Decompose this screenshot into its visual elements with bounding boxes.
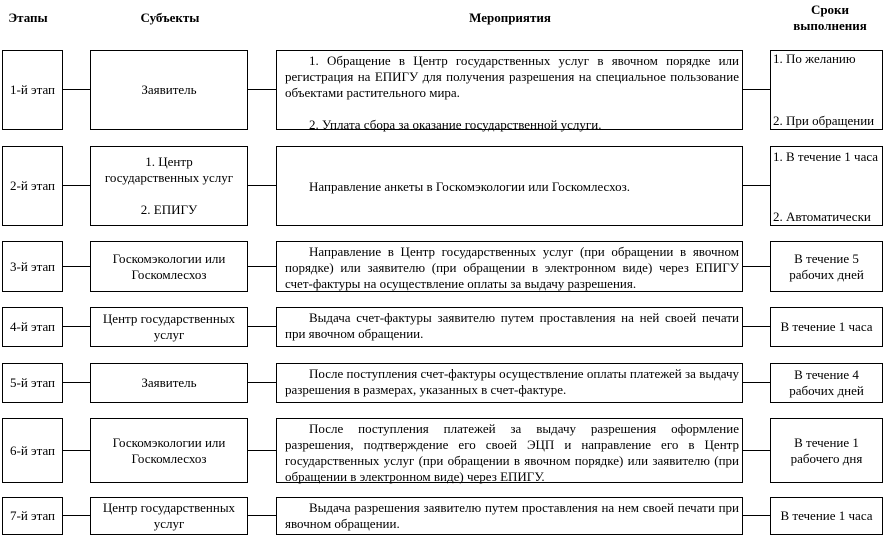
term-box-2 xyxy=(770,146,883,226)
subject-box-5 xyxy=(90,363,248,403)
term-text-1a: 1. По желанию xyxy=(773,51,856,66)
term-box-6 xyxy=(770,418,883,483)
header-terms-line1: Сроки xyxy=(810,2,850,17)
subject-box-7 xyxy=(90,497,248,535)
arrow-subject-activity-1 xyxy=(248,89,276,90)
arrow-stage-subject-7 xyxy=(63,515,90,516)
activity-text-1b: 2. Уплата сбора за оказание государственной услуги. xyxy=(309,117,602,132)
stage-label-5: 5-й этап xyxy=(9,375,55,390)
stage-box-6 xyxy=(2,418,63,483)
subject-label-6: Госкомэкологии или Госкомлесхоз xyxy=(112,434,226,466)
term-text-3: В течение 5 рабочих дней xyxy=(789,250,864,282)
term-box-7 xyxy=(770,497,883,535)
term-text-7: В течение 1 часа xyxy=(780,508,873,523)
subject-label-5: Заявитель xyxy=(141,375,197,390)
stage-box-5 xyxy=(2,363,63,403)
stage-label-1: 1-й этап xyxy=(9,82,55,97)
subject-label-3: Госкомэкологии или Госкомлесхоз xyxy=(112,250,226,282)
arrow-stage-subject-3 xyxy=(63,266,90,267)
arrow-subject-activity-3 xyxy=(248,266,276,267)
stage-box-4 xyxy=(2,307,63,347)
activity-box-6 xyxy=(276,418,743,483)
subject-label-7: Центр государственных услуг xyxy=(102,500,236,531)
arrow-activity-term-7 xyxy=(743,515,770,516)
term-box-1 xyxy=(770,50,883,130)
term-text-2b: 2. Автоматически xyxy=(773,209,871,224)
arrow-stage-subject-6 xyxy=(63,450,90,451)
arrow-stage-subject-4 xyxy=(63,326,90,327)
activity-box-2 xyxy=(276,146,743,226)
subject-label-4: Центр государственных услуг xyxy=(102,311,236,342)
activity-box-4 xyxy=(276,307,743,347)
arrow-activity-term-6 xyxy=(743,450,770,451)
term-text-1b: 2. При обращении xyxy=(773,113,875,128)
activity-box-1 xyxy=(276,50,743,130)
stage-label-6: 6-й этап xyxy=(9,442,55,458)
activity-text-5: После поступления счет-фактуры осуществление оплаты платежей за выдачу разрешения в размерах, указанных в счет-фактуре. xyxy=(285,366,739,397)
stage-label-2: 2-й этап xyxy=(9,178,55,193)
activity-box-5 xyxy=(276,363,743,403)
header-terms-line2: выполнения xyxy=(793,18,867,33)
arrow-stage-subject-2 xyxy=(63,185,90,186)
header-activities: Мероприятия xyxy=(469,10,551,25)
stage-label-3: 3-й этап xyxy=(9,258,55,274)
arrow-subject-activity-5 xyxy=(248,382,276,383)
activity-text-4: Выдача счет-фактуры заявителю путем проставления на ней своей печати при явочном обращении. xyxy=(285,310,739,341)
subject-box-3 xyxy=(90,241,248,292)
term-box-3 xyxy=(770,241,883,292)
subject-box-4 xyxy=(90,307,248,347)
stage-box-3 xyxy=(2,241,63,292)
header-terms xyxy=(778,2,882,34)
subject-label-2b: 2. ЕПИГУ xyxy=(140,202,198,217)
arrow-subject-activity-6 xyxy=(248,450,276,451)
activity-box-7 xyxy=(276,497,743,535)
arrow-stage-subject-5 xyxy=(63,382,90,383)
arrow-activity-term-1 xyxy=(743,89,770,90)
arrow-stage-subject-1 xyxy=(63,89,90,90)
activity-text-1a: 1. Обращение в Центр государственных услуг в явочном порядке или регистрация на ЕПИГУ для получения разрешения на специальное пользование объектами растительного мира. xyxy=(285,53,739,100)
activity-text-3: Направление в Центр государственных услуг (при обращении в явочном порядке) или заявителю (при обращении в электронном виде) через ЕПИГУ счет-фактуры на осуществление оплаты за выдачу разрешения. xyxy=(285,244,739,291)
activity-text-2: Направление анкеты в Госкомэкологии или Госкомлесхоз. xyxy=(309,179,631,194)
activity-box-3 xyxy=(276,241,743,292)
arrow-subject-activity-7 xyxy=(248,515,276,516)
stage-box-1 xyxy=(2,50,63,130)
activity-text-7: Выдача разрешения заявителю путем проставления на нем своей печати при явочном обращении. xyxy=(285,500,739,531)
arrow-activity-term-5 xyxy=(743,382,770,383)
header-subjects: Субъекты xyxy=(140,10,200,25)
arrow-subject-activity-4 xyxy=(248,326,276,327)
stage-box-7 xyxy=(2,497,63,535)
term-text-4: В течение 1 часа xyxy=(780,319,873,334)
arrow-activity-term-2 xyxy=(743,185,770,186)
subject-box-2 xyxy=(90,146,248,226)
stage-label-4: 4-й этап xyxy=(9,319,55,334)
term-box-4 xyxy=(770,307,883,347)
activity-text-6: После поступления платежей за выдачу разрешения оформление разрешения, подтверждение его своей ЭЦП и направление его в Центр государственных услуг (при обращении в явочном порядке) или заявителю (при обращении в электронном виде) через ЕПИГУ. xyxy=(285,421,739,484)
arrow-activity-term-3 xyxy=(743,266,770,267)
subject-box-6 xyxy=(90,418,248,483)
subject-label-2a: 1. Центр государственных услуг xyxy=(104,154,234,185)
arrow-subject-activity-2 xyxy=(248,185,276,186)
header-stages: Этапы xyxy=(8,10,48,25)
term-text-5: В течение 4 рабочих дней xyxy=(789,367,864,398)
term-text-6: В течение 1 рабочего дня xyxy=(790,434,863,466)
subject-box-1 xyxy=(90,50,248,130)
stage-box-2 xyxy=(2,146,63,226)
term-text-2a: 1. В течение 1 часа xyxy=(773,149,879,164)
arrow-activity-term-4 xyxy=(743,326,770,327)
subject-label-1: Заявитель xyxy=(141,82,197,97)
stage-label-7: 7-й этап xyxy=(9,508,55,523)
term-box-5 xyxy=(770,363,883,403)
